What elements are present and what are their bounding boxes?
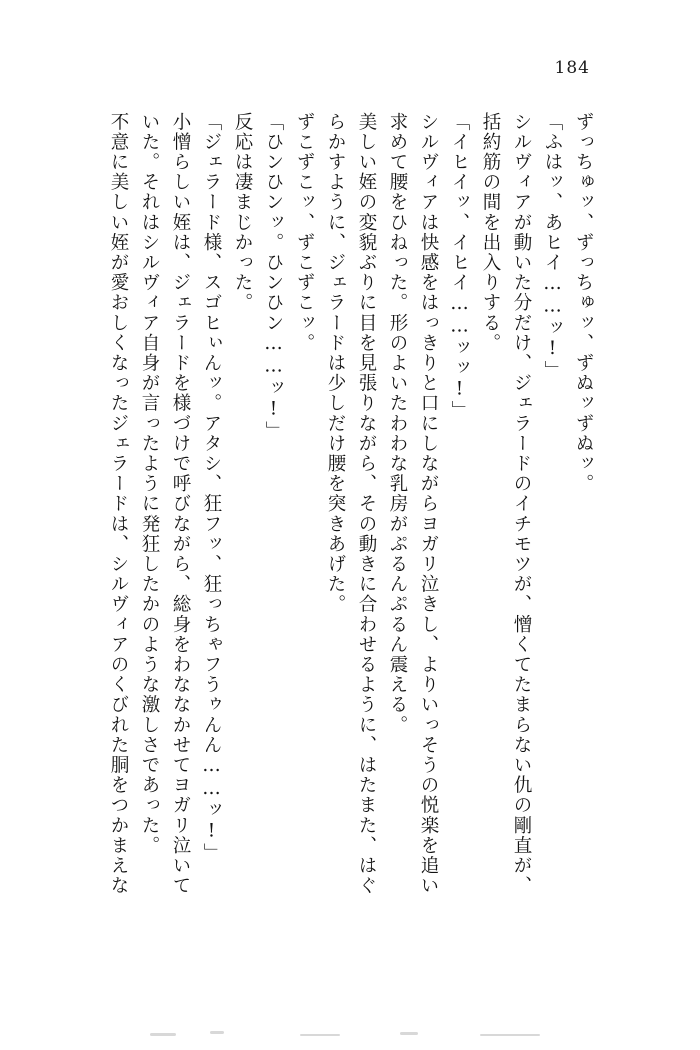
- text-column: 「ひンひンッ。ひンひン……ッ!」: [263, 112, 284, 442]
- text-column: 括約筋の間を出入りする。: [480, 112, 501, 354]
- text-column: 小憎らしい姪は、ジェラードを様づけで呼びながら、総身をわななかせてヨガリ泣いて: [170, 112, 191, 896]
- text-column: 「ジェラード様、スゴヒぃんッ。アタシ、狂フッ、狂っちゃフうゥんん……ッ!」: [201, 112, 222, 864]
- text-column: シルヴィアが動いた分だけ、ジェラードのイチモツが、憎くてたまらない仇の剛直が、: [511, 112, 532, 896]
- text-column: ずっちゅッ、ずっちゅッ、ずぬッずぬッ。: [573, 112, 594, 494]
- text-column: 美しい姪の変貌ぶりに目を見張りながら、その動きに合わせるように、はたまた、はぐ: [356, 112, 377, 896]
- body-text-columns: [62, 112, 592, 942]
- text-column: いた。それはシルヴィア自身が言ったように発狂したかのような激しさであった。: [139, 112, 160, 856]
- page-number: 184: [554, 58, 590, 78]
- text-column: シルヴィアは快感をはっきりと口にしながらヨガリ泣きし、よりいっそうの悦楽を追い: [418, 112, 439, 896]
- text-column: 「イヒイッ、イヒイ……ッッ!」: [449, 112, 470, 421]
- text-column: 「ふはッ、あヒイ……ッ!」: [542, 112, 563, 381]
- text-column: らかすように、ジェラードは少しだけ腰を突きあげた。: [325, 112, 346, 615]
- text-column: ずこずこッ、ずこずこッ。: [294, 112, 315, 354]
- text-column: 反応は凄まじかった。: [232, 112, 253, 313]
- text-column: 不意に美しい姪が愛おしくなったジェラードは、シルヴィアのくびれた胴をつかまえな: [108, 112, 129, 896]
- scan-artifact: [150, 1030, 570, 1040]
- text-column: 求めて腰をひねった。形のよいたわわな乳房がぷるんぷるん震える。: [387, 112, 408, 736]
